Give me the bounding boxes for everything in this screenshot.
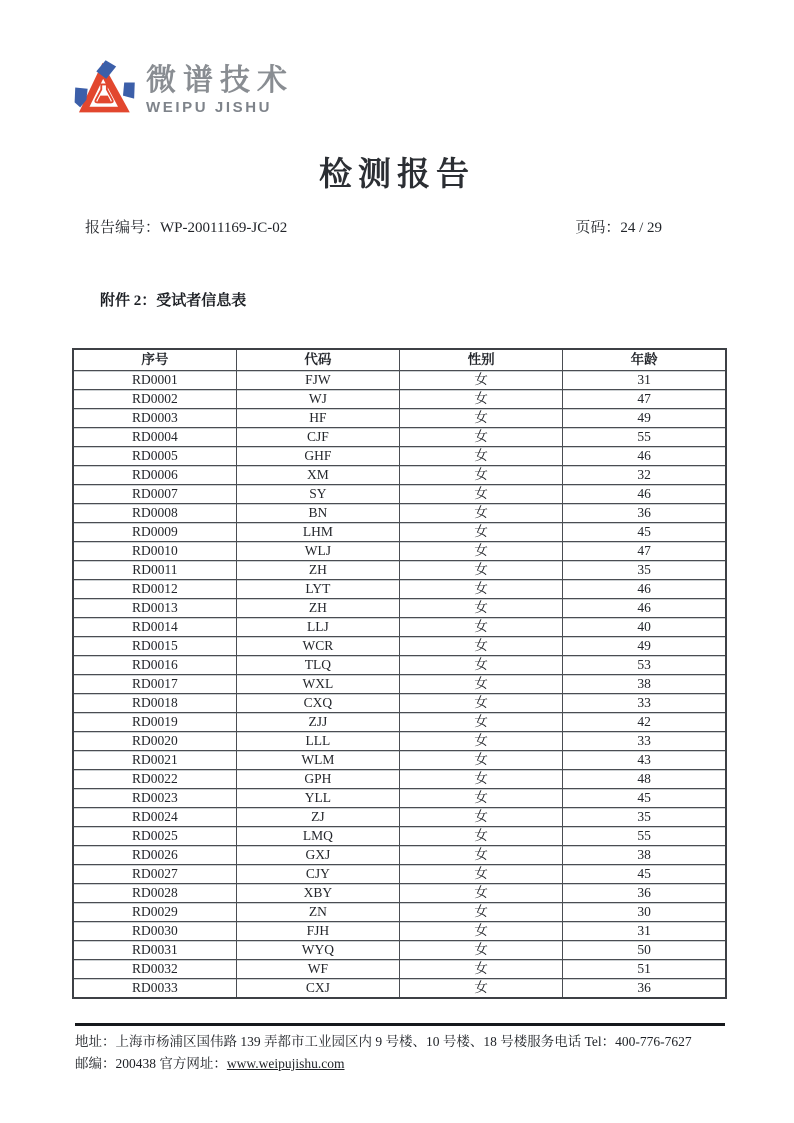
table-cell: FJW <box>236 371 399 390</box>
table-cell: 女 <box>400 447 563 466</box>
table-cell: 女 <box>400 789 563 808</box>
table-cell: RD0013 <box>73 599 236 618</box>
table-row <box>73 409 726 428</box>
table-cell: RD0025 <box>73 827 236 846</box>
table-cell: 33 <box>563 732 726 751</box>
table-cell: 53 <box>563 656 726 675</box>
table-cell: WYQ <box>236 941 399 960</box>
table-row <box>73 808 726 827</box>
table-cell: 45 <box>563 789 726 808</box>
table-row <box>73 865 726 884</box>
report-number-label: 报告编号： <box>85 220 161 236</box>
table-cell: RD0001 <box>73 371 236 390</box>
table-cell: 46 <box>563 447 726 466</box>
table-cell: GPH <box>236 770 399 789</box>
table-row <box>73 561 726 580</box>
table-cell: RD0022 <box>73 770 236 789</box>
table-cell: RD0023 <box>73 789 236 808</box>
official-website-link[interactable]: www.weipujishu.com <box>226 1055 345 1071</box>
table-cell: BN <box>236 504 399 523</box>
table-cell: LYT <box>236 580 399 599</box>
table-cell: 女 <box>400 675 563 694</box>
table-row <box>73 428 726 447</box>
table-cell: 49 <box>563 409 726 428</box>
table-row <box>73 485 726 504</box>
table-cell: RD0028 <box>73 884 236 903</box>
table-cell: WXL <box>236 675 399 694</box>
table-cell: RD0024 <box>73 808 236 827</box>
table-cell: WF <box>236 960 399 979</box>
table-cell: RD0021 <box>73 751 236 770</box>
table-cell: 40 <box>563 618 726 637</box>
table-cell: RD0007 <box>73 485 236 504</box>
table-cell: 女 <box>400 637 563 656</box>
table-row <box>73 694 726 713</box>
logo-text <box>146 64 294 117</box>
footer-postcode-prefix: 邮编：200438 官方网址： <box>75 1055 227 1071</box>
table-row <box>73 979 726 999</box>
table-cell: 女 <box>400 941 563 960</box>
table-cell: XBY <box>236 884 399 903</box>
table-cell: 45 <box>563 523 726 542</box>
table-cell: 43 <box>563 751 726 770</box>
table-cell: 女 <box>400 694 563 713</box>
table-cell: 女 <box>400 808 563 827</box>
table-cell: 49 <box>563 637 726 656</box>
table-cell: RD0011 <box>73 561 236 580</box>
table-row <box>73 751 726 770</box>
table-row <box>73 447 726 466</box>
table-cell: RD0033 <box>73 979 236 999</box>
table-cell: 38 <box>563 675 726 694</box>
table-cell: CXQ <box>236 694 399 713</box>
table-body <box>73 371 726 999</box>
table-cell: RD0005 <box>73 447 236 466</box>
table-row <box>73 770 726 789</box>
table-cell: 女 <box>400 656 563 675</box>
table-row <box>73 637 726 656</box>
table-cell: CJF <box>236 428 399 447</box>
table-cell: LHM <box>236 523 399 542</box>
table-cell: 47 <box>563 542 726 561</box>
table-cell: RD0009 <box>73 523 236 542</box>
table-row <box>73 941 726 960</box>
table-cell: 女 <box>400 599 563 618</box>
table-cell: RD0016 <box>73 656 236 675</box>
page-number <box>575 216 662 237</box>
table-cell: ZH <box>236 561 399 580</box>
table-cell: 55 <box>563 428 726 447</box>
table-cell: 女 <box>400 542 563 561</box>
table-cell: RD0032 <box>73 960 236 979</box>
table-cell: 女 <box>400 504 563 523</box>
company-name-en: WEIPU JISHU <box>146 98 273 116</box>
table-cell: 女 <box>400 713 563 732</box>
weipu-logo <box>74 58 294 122</box>
table-cell: 36 <box>563 884 726 903</box>
table-cell: 36 <box>563 504 726 523</box>
column-header: 性别 <box>400 349 563 371</box>
table-cell: RD0010 <box>73 542 236 561</box>
table-cell: RD0026 <box>73 846 236 865</box>
table-cell: RD0012 <box>73 580 236 599</box>
table-cell: 48 <box>563 770 726 789</box>
table-row <box>73 599 726 618</box>
table-cell: 女 <box>400 846 563 865</box>
table-cell: 51 <box>563 960 726 979</box>
table-cell: XM <box>236 466 399 485</box>
report-number <box>85 216 287 237</box>
table-header-row <box>73 349 726 371</box>
table-cell: 35 <box>563 808 726 827</box>
table-row <box>73 466 726 485</box>
table-cell: GXJ <box>236 846 399 865</box>
table-cell: 46 <box>563 485 726 504</box>
table-cell: WLM <box>236 751 399 770</box>
table-cell: RD0003 <box>73 409 236 428</box>
page-footer <box>75 1023 725 1074</box>
table-cell: 女 <box>400 485 563 504</box>
table-cell: SY <box>236 485 399 504</box>
table-cell: 31 <box>563 371 726 390</box>
table-cell: 女 <box>400 903 563 922</box>
table-cell: 女 <box>400 884 563 903</box>
column-header: 序号 <box>73 349 236 371</box>
page-number-value: 24 / 29 <box>620 220 662 236</box>
table-cell: RD0017 <box>73 675 236 694</box>
table-cell: 女 <box>400 960 563 979</box>
table-row <box>73 675 726 694</box>
table-row <box>73 656 726 675</box>
table-cell: RD0020 <box>73 732 236 751</box>
table-cell: 47 <box>563 390 726 409</box>
table-cell: WJ <box>236 390 399 409</box>
table-cell: 女 <box>400 827 563 846</box>
table-cell: RD0008 <box>73 504 236 523</box>
table-cell: 女 <box>400 409 563 428</box>
table-cell: 30 <box>563 903 726 922</box>
column-header: 年龄 <box>563 349 726 371</box>
table-cell: RD0002 <box>73 390 236 409</box>
table-cell: 女 <box>400 561 563 580</box>
table-cell: RD0014 <box>73 618 236 637</box>
table-cell: 46 <box>563 599 726 618</box>
table-cell: RD0004 <box>73 428 236 447</box>
table-cell: RD0018 <box>73 694 236 713</box>
table-row <box>73 846 726 865</box>
table-row <box>73 618 726 637</box>
table-row <box>73 922 726 941</box>
table-cell: LMQ <box>236 827 399 846</box>
table-cell: CJY <box>236 865 399 884</box>
table-row <box>73 903 726 922</box>
table-row <box>73 713 726 732</box>
table-cell: 女 <box>400 580 563 599</box>
table-cell: 女 <box>400 618 563 637</box>
table-row <box>73 523 726 542</box>
table-cell: 女 <box>400 865 563 884</box>
table-cell: 36 <box>563 979 726 999</box>
table-cell: YLL <box>236 789 399 808</box>
table-cell: 46 <box>563 580 726 599</box>
company-name-cn: 微谱技术 <box>146 63 294 97</box>
footer-address-line: 地址：上海市杨浦区国伟路 139 弄都市工业园区内 9 号楼、10 号楼、18 号楼服务电话 Tel：400-776-7627 <box>75 1034 692 1049</box>
table-cell: 31 <box>563 922 726 941</box>
table-cell: 50 <box>563 941 726 960</box>
meta-row <box>85 216 662 237</box>
table-cell: 女 <box>400 751 563 770</box>
column-header: 代码 <box>236 349 399 371</box>
page-title: 检测报告 <box>319 157 475 193</box>
page-number-label: 页码： <box>575 220 621 236</box>
table-cell: 女 <box>400 428 563 447</box>
table-cell: LLL <box>236 732 399 751</box>
weipu-logo-icon <box>74 58 136 122</box>
table-cell: HF <box>236 409 399 428</box>
table-cell: ZH <box>236 599 399 618</box>
table-cell: RD0029 <box>73 903 236 922</box>
table-cell: 女 <box>400 466 563 485</box>
table-row <box>73 371 726 390</box>
table-cell: RD0015 <box>73 637 236 656</box>
table-cell: 女 <box>400 371 563 390</box>
table-cell: 55 <box>563 827 726 846</box>
table-cell: FJH <box>236 922 399 941</box>
table-row <box>73 789 726 808</box>
table-row <box>73 542 726 561</box>
table-cell: 32 <box>563 466 726 485</box>
table-cell: RD0031 <box>73 941 236 960</box>
table-row <box>73 580 726 599</box>
table-row <box>73 390 726 409</box>
table-row <box>73 732 726 751</box>
subject-info-table <box>72 348 727 999</box>
table-cell: RD0019 <box>73 713 236 732</box>
table-cell: 42 <box>563 713 726 732</box>
table-cell: 33 <box>563 694 726 713</box>
table-cell: WCR <box>236 637 399 656</box>
table-cell: RD0006 <box>73 466 236 485</box>
table-cell: LLJ <box>236 618 399 637</box>
table-cell: RD0027 <box>73 865 236 884</box>
table-row <box>73 884 726 903</box>
table-cell: ZJ <box>236 808 399 827</box>
table-cell: WLJ <box>236 542 399 561</box>
table-row <box>73 827 726 846</box>
table-cell: CXJ <box>236 979 399 999</box>
table-cell: 女 <box>400 390 563 409</box>
table-cell: 女 <box>400 732 563 751</box>
table-cell: GHF <box>236 447 399 466</box>
table-cell: TLQ <box>236 656 399 675</box>
table-cell: 女 <box>400 770 563 789</box>
table-row <box>73 960 726 979</box>
table-row <box>73 504 726 523</box>
table-cell: 女 <box>400 523 563 542</box>
table-cell: 女 <box>400 979 563 999</box>
table-cell: 45 <box>563 865 726 884</box>
report-number-value: WP-20011169-JC-02 <box>160 220 288 236</box>
table-cell: RD0030 <box>73 922 236 941</box>
table-cell: 38 <box>563 846 726 865</box>
attachment-title: 附件 2：受试者信息表 <box>100 293 247 309</box>
table-cell: ZN <box>236 903 399 922</box>
table-cell: ZJJ <box>236 713 399 732</box>
table-cell: 女 <box>400 922 563 941</box>
table-cell: 35 <box>563 561 726 580</box>
footer-postcode-line <box>75 1053 725 1075</box>
